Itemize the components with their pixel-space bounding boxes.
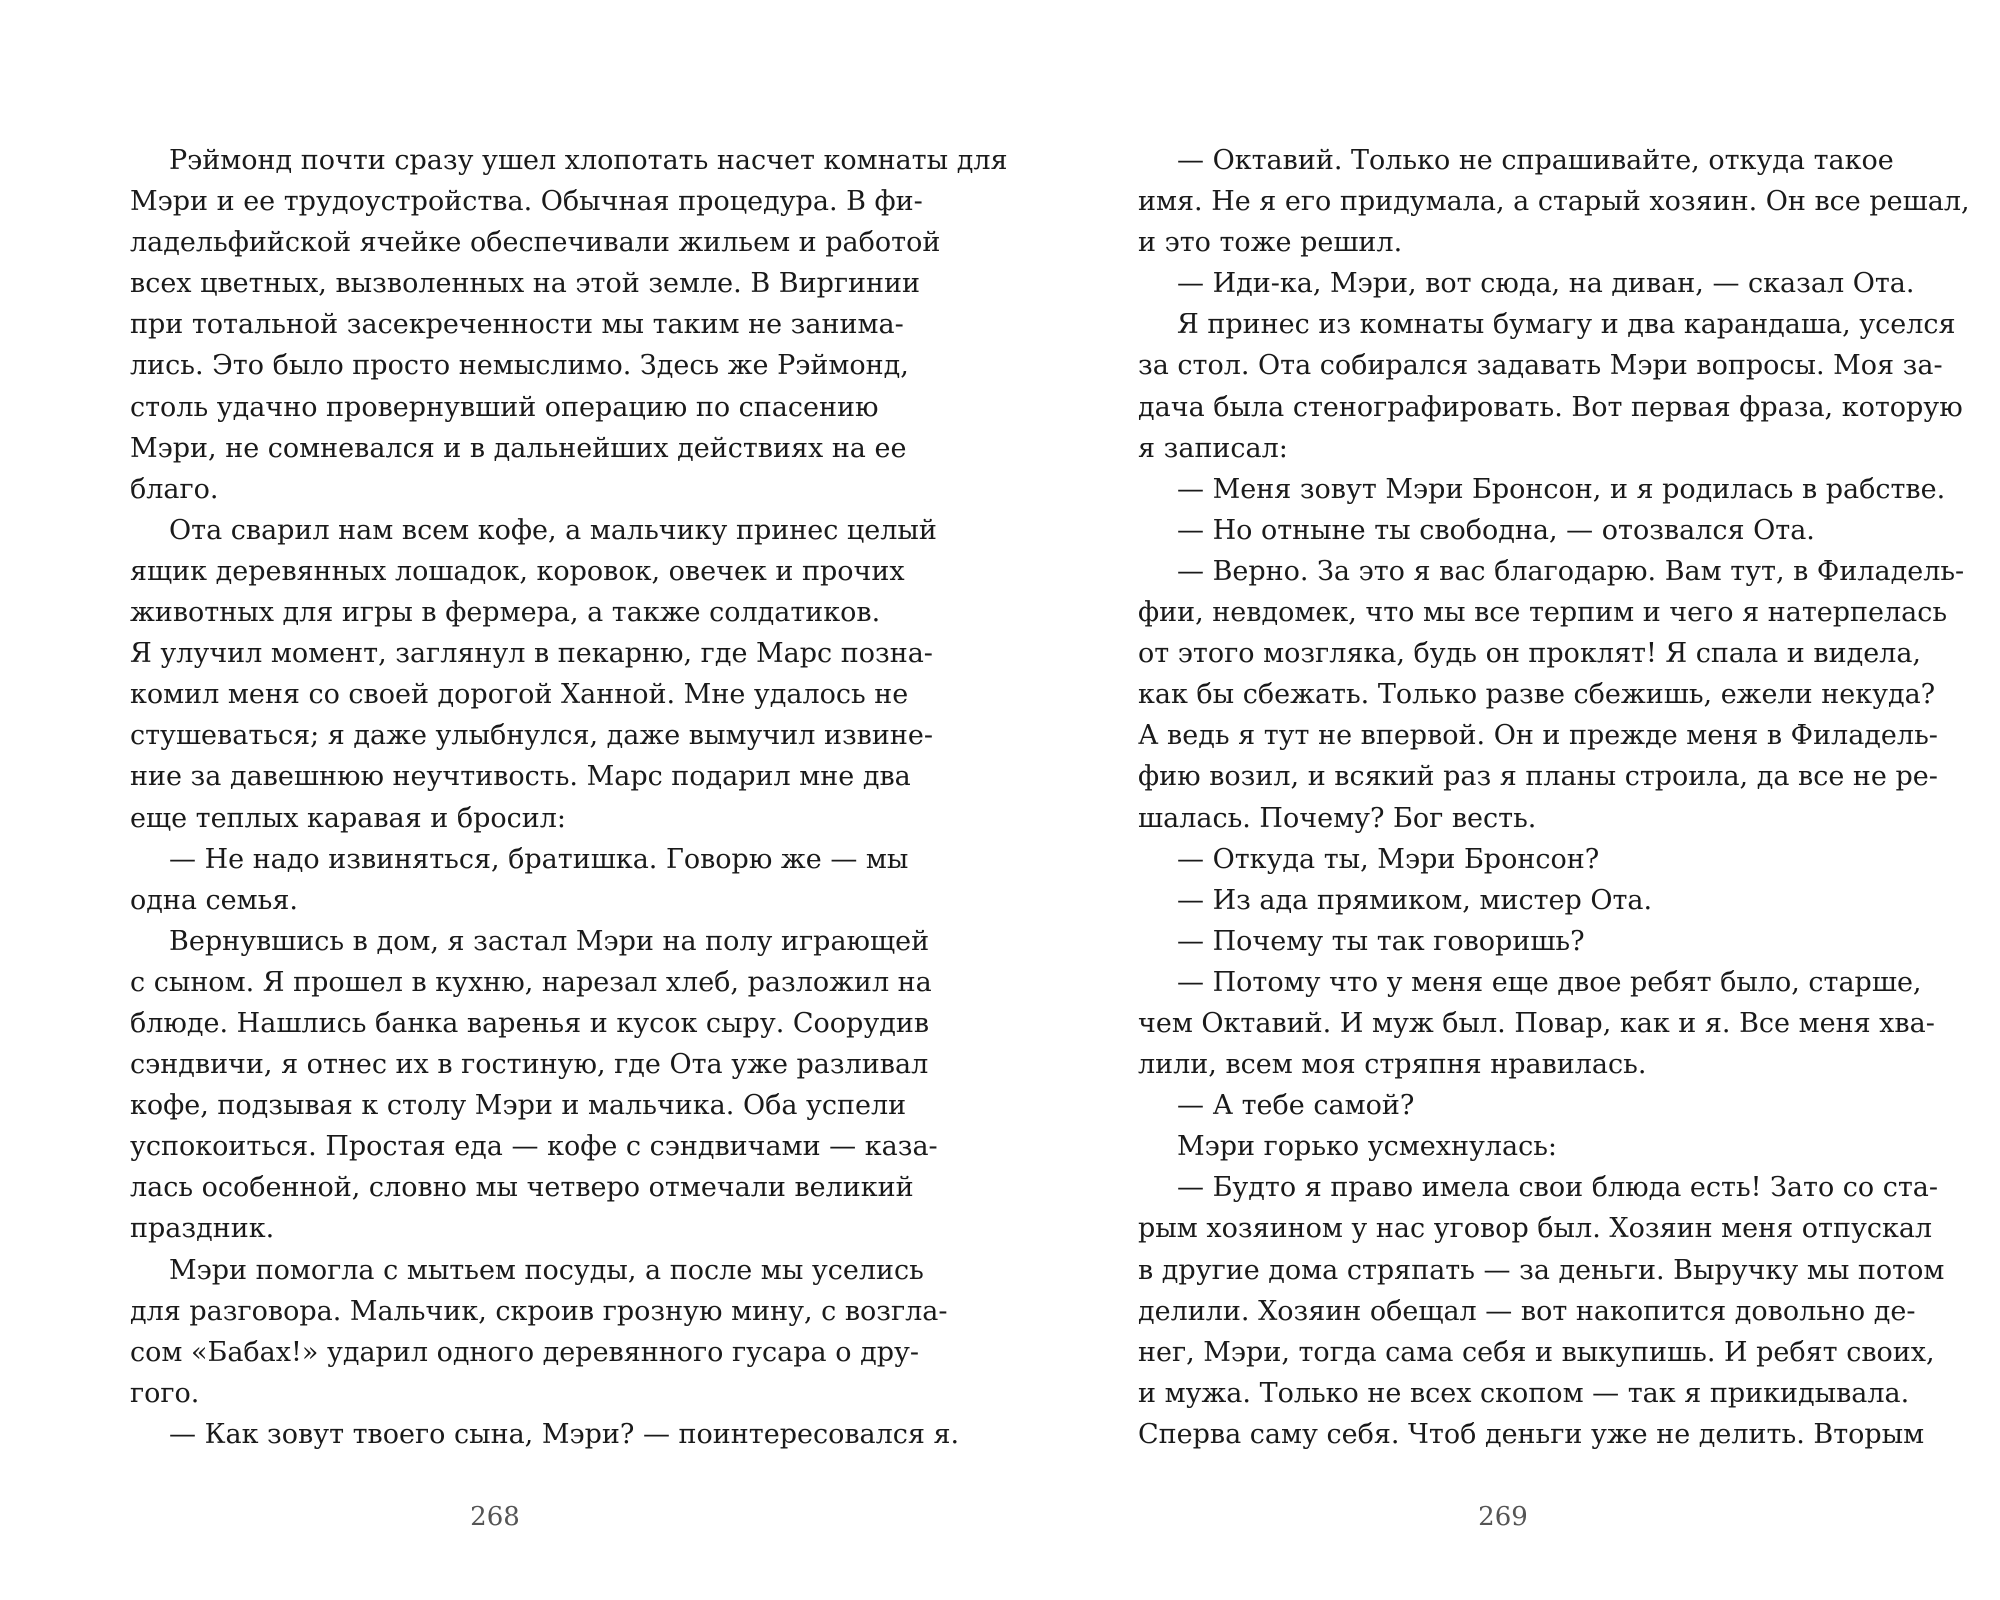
text-line: чем Октавий. И муж был. Повар, как и я. Все меня хва- — [1138, 1007, 1935, 1039]
text-line: шалась. Почему? Бог весть. — [1138, 802, 1537, 834]
text-line: праздник. — [130, 1213, 275, 1245]
text-line: — Потому что у меня еще двое ребят было, старше, — [1177, 966, 1922, 998]
paragraph — [1138, 962, 1935, 1085]
left-page — [130, 140, 1008, 1455]
text-line: за стол. Ота собирался задавать Мэри вопросы. Моя за- — [1138, 350, 1943, 382]
text-line: Мэри помогла с мытьем посуды, а после мы уселись — [169, 1254, 924, 1286]
text-line: гого. — [130, 1377, 200, 1409]
text-line: при тотальной засекреченности мы таким не занима- — [130, 309, 904, 341]
text-line: Мэри и ее трудоустройства. Обычная процедура. В фи- — [130, 186, 923, 218]
text-line: с сыном. Я прошел в кухню, нарезал хлеб, разложил на — [130, 966, 932, 998]
text-line: я записал: — [1138, 432, 1288, 464]
text-line: Мэри горько усмехнулась: — [1177, 1131, 1557, 1163]
text-line: Я принес из комнаты бумагу и два карандаша, уселся — [1177, 309, 1956, 341]
text-line: сэндвичи, я отнес их в гостиную, где Ота уже разливал — [130, 1049, 929, 1081]
text-line: благо. — [130, 473, 219, 505]
text-line: в другие дома стряпать — за деньги. Выручку мы потом — [1138, 1254, 1945, 1286]
text-line: ящик деревянных лошадок, коровок, овечек и прочих — [130, 555, 905, 587]
paragraph — [1138, 1126, 1886, 1167]
text-line: нег, Мэри, тогда сама себя и выкупишь. И ребят своих, — [1138, 1336, 1935, 1368]
text-line: рым хозяином у нас уговор был. Хозяин меня отпускал — [1138, 1213, 1933, 1245]
right-page-number: 269 — [1478, 1502, 1528, 1532]
text-line: лись. Это было просто немыслимо. Здесь же Рэймонд, — [130, 350, 909, 382]
text-line: стушеваться; я даже улыбнулся, даже вымучил извине- — [130, 720, 933, 752]
text-line: — Но отныне ты свободна, — отозвался Ота. — [1177, 514, 1815, 546]
text-line: для разговора. Мальчик, скроив грозную мину, с возгла- — [130, 1295, 948, 1327]
right-page-text — [1138, 140, 1970, 1455]
text-line: успокоиться. Простая еда — кофе с сэндвичами — каза- — [130, 1131, 938, 1163]
paragraph — [130, 140, 1008, 510]
text-line: имя. Не я его придумала, а старый хозяин. Он все решал, — [1138, 186, 1970, 218]
paragraph — [1138, 880, 1886, 921]
text-line: фии, невдомек, что мы все терпим и чего я натерпелась — [1138, 597, 1948, 629]
text-line: фию возил, и всякий раз я планы строила, да все не ре- — [1138, 761, 1938, 793]
paragraph — [1138, 469, 1946, 510]
paragraph — [1138, 839, 1886, 880]
text-line: дача была стенографировать. Вот первая фраза, которую — [1138, 391, 1963, 423]
paragraph — [1138, 263, 1915, 304]
text-line: Сперва саму себя. Чтоб деньги уже не делить. Вторым — [1138, 1418, 1925, 1450]
text-line: Ота сварил нам всем кофе, а мальчику принес целый — [169, 514, 937, 546]
paragraph — [130, 839, 909, 921]
text-line: как бы сбежать. Только разве сбежишь, ежели некуда? — [1138, 679, 1936, 711]
text-line: — Меня зовут Мэри Бронсон, и я родилась в рабстве. — [1177, 473, 1946, 505]
paragraph — [130, 510, 937, 839]
text-line: лили, всем моя стряпня нравилась. — [1138, 1049, 1647, 1081]
left-page-number: 268 — [470, 1502, 520, 1532]
paragraph — [1138, 551, 1965, 839]
text-line: еще теплых каравая и бросил: — [130, 802, 567, 834]
paragraph — [130, 1414, 960, 1455]
text-line: делили. Хозяин обещал — вот накопится довольно де- — [1138, 1295, 1916, 1327]
text-line: и мужа. Только не всех скопом — так я прикидывала. — [1138, 1377, 1910, 1409]
text-line: — Иди-ка, Мэри, вот сюда, на диван, — сказал Ота. — [1177, 268, 1915, 300]
paragraph — [130, 1250, 948, 1414]
paragraph — [1138, 510, 1886, 551]
paragraph — [130, 921, 938, 1250]
text-line: — Из ада прямиком, мистер Ота. — [1177, 884, 1653, 916]
paragraph — [1138, 140, 1970, 263]
text-line: А ведь я тут не впервой. Он и прежде меня в Филадель- — [1138, 720, 1938, 752]
text-line: — Октавий. Только не спрашивайте, откуда такое — [1177, 145, 1894, 176]
text-line: Мэри, не сомневался и в дальнейших действиях на ее — [130, 432, 907, 464]
text-line: — Как зовут твоего сына, Мэри? — поинтересовался я. — [169, 1418, 960, 1450]
text-line: ладельфийской ячейке обеспечивали жильем и работой — [130, 227, 941, 259]
text-line: Рэймонд почти сразу ушел хлопотать насчет комнаты для — [169, 145, 1008, 176]
text-line: — А тебе самой? — [1177, 1090, 1415, 1122]
text-line: животных для игры в фермера, а также солдатиков. — [130, 597, 881, 629]
text-line: комил меня со своей дорогой Ханной. Мне удалось не — [130, 679, 909, 711]
text-line: ние за давешнюю неучтивость. Марс подарил мне два — [130, 761, 911, 793]
text-line: блюде. Нашлись банка варенья и кусок сыру. Соорудив — [130, 1007, 930, 1039]
text-line: — Верно. За это я вас благодарю. Вам тут, в Филадель- — [1177, 555, 1965, 587]
text-line: — Не надо извиняться, братишка. Говорю же — мы — [169, 843, 909, 875]
text-line: одна семья. — [130, 884, 298, 916]
right-page — [1138, 140, 1970, 1455]
text-line: Я улучил момент, заглянул в пекарню, где Марс позна- — [130, 638, 933, 670]
text-line: лась особенной, словно мы четверо отмечали великий — [130, 1172, 914, 1204]
paragraph — [1138, 1085, 1886, 1126]
text-line: столь удачно провернувший операцию по спасению — [130, 391, 879, 423]
left-page-text — [130, 140, 1008, 1455]
paragraph — [1138, 1167, 1945, 1455]
text-line: — Будто я право имела свои блюда есть! Зато со ста- — [1177, 1172, 1939, 1204]
text-line: Вернувшись в дом, я застал Мэри на полу играющей — [169, 925, 930, 957]
paragraph — [1138, 921, 1886, 962]
text-line: сом «Бабах!» ударил одного деревянного гусара о дру- — [130, 1336, 919, 1368]
text-line: и это тоже решил. — [1138, 227, 1403, 259]
paragraph — [1138, 304, 1963, 468]
text-line: кофе, подзывая к столу Мэри и мальчика. Оба успели — [130, 1090, 907, 1122]
text-line: — Почему ты так говоришь? — [1177, 925, 1585, 957]
text-line: — Откуда ты, Мэри Бронсон? — [1177, 843, 1600, 875]
text-line: от этого мозгляка, будь он проклят! Я спала и видела, — [1138, 638, 1922, 670]
text-line: всех цветных, вызволенных на этой земле. В Виргинии — [130, 268, 921, 300]
